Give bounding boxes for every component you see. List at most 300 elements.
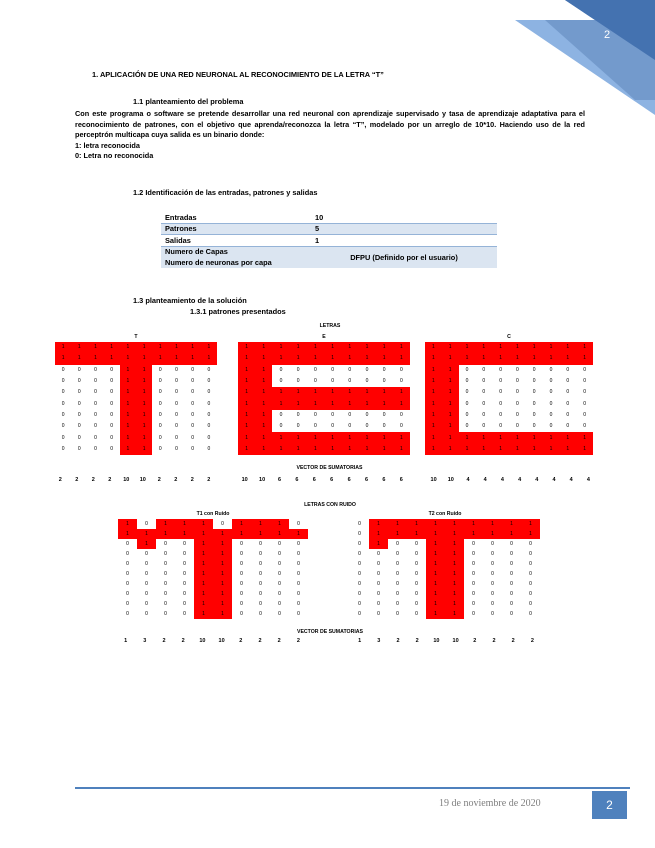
grid-cell: 0: [358, 600, 361, 607]
io-value: 10: [315, 212, 324, 222]
grid-cell: 1: [87, 353, 103, 364]
io-label: Patrones: [161, 223, 311, 235]
grid-cell: 1: [201, 353, 217, 364]
grid-cell: 1: [194, 579, 213, 589]
grid-cell: 1: [464, 529, 483, 539]
grid-cell: 1: [426, 609, 445, 619]
grid-cell: 0: [191, 366, 195, 373]
grid-cell: 0: [240, 590, 243, 597]
grid-cell: 1: [255, 353, 272, 364]
grid-cell: 0: [549, 423, 553, 430]
grid-cell: 1: [255, 444, 272, 455]
sum-value: 2: [415, 638, 419, 644]
grid-cell: 0: [126, 570, 129, 577]
grid-cell: 0: [472, 560, 475, 567]
sum-value: 10: [452, 638, 459, 644]
grid-cell: 1: [120, 399, 136, 410]
grid-cell: 0: [77, 445, 81, 452]
grid-cell: 0: [278, 540, 281, 547]
grid-cell: 1: [194, 529, 213, 539]
grid-cell: 1: [442, 399, 459, 410]
grid-cell: 1: [358, 353, 375, 364]
grid-cell: 0: [491, 550, 494, 557]
letter-grid-c: [425, 342, 593, 455]
grid-cell: 0: [396, 610, 399, 617]
grid-cell: 1: [232, 529, 251, 539]
grid-cell: 1: [213, 539, 232, 549]
sum-value: 2: [396, 638, 400, 644]
grid-cell: 0: [110, 378, 114, 385]
grid-cell: 0: [94, 423, 97, 430]
grid-cell: 1: [509, 432, 526, 443]
grid-cell: 0: [110, 400, 114, 407]
grid-cell: 1: [521, 529, 540, 539]
grid-cell: 1: [358, 387, 375, 398]
grid-cell: 1: [251, 519, 270, 529]
grid-cell: 0: [358, 590, 361, 597]
grid-cell: 0: [358, 530, 361, 537]
sum-value: 10: [259, 477, 266, 483]
grid-cell: 1: [543, 432, 560, 443]
grid-cell: 1: [120, 353, 136, 364]
grid-cell: 0: [358, 610, 361, 617]
grid-cell: 1: [521, 519, 540, 529]
grid-cell: 1: [426, 569, 445, 579]
grid-label: T: [134, 334, 138, 340]
grid-cell: 0: [175, 400, 178, 407]
grid-cell: 0: [529, 590, 532, 597]
grid-cell: 0: [278, 560, 281, 567]
grid-cell: 0: [516, 389, 519, 396]
io-label: Numero de Capas: [161, 246, 311, 257]
grid-cell: 0: [61, 434, 65, 441]
grid-cell: 0: [94, 378, 97, 385]
grid-cell: 0: [126, 590, 129, 597]
grid-cell: 0: [158, 389, 162, 396]
grid-cell: 1: [307, 399, 324, 410]
io-row: [161, 246, 497, 257]
grid-cell: 1: [238, 353, 255, 364]
grid-cell: 1: [393, 399, 410, 410]
grid-cell: 0: [365, 411, 369, 418]
grid-cell: 0: [207, 445, 211, 452]
corner-decoration: [505, 0, 655, 115]
grid-cell: 1: [376, 432, 393, 443]
grid-cell: 1: [576, 342, 593, 353]
grid-cell: 1: [492, 444, 509, 455]
grid-cell: 0: [175, 434, 178, 441]
grid-cell: 0: [77, 423, 81, 430]
grid-cell: 0: [145, 520, 148, 527]
grid-cell: 1: [576, 444, 593, 455]
grid-cell: 1: [201, 342, 217, 353]
grid-cell: 0: [529, 610, 532, 617]
grid-cell: 1: [358, 432, 375, 443]
grid-cell: 0: [465, 389, 469, 396]
grid-cell: 0: [472, 610, 475, 617]
sum-value: 2: [277, 638, 281, 644]
grid-cell: 0: [94, 434, 97, 441]
grid-label: T1 con Ruido: [196, 511, 230, 517]
grid-cell: 0: [297, 580, 300, 587]
grid-cell: 0: [278, 610, 281, 617]
grid-cell: 0: [566, 423, 570, 430]
grid-cell: 0: [566, 389, 570, 396]
grid-cell: 0: [482, 423, 486, 430]
grid-cell: 0: [377, 580, 380, 587]
grid-cell: 0: [583, 378, 586, 385]
grid-cell: 1: [137, 529, 156, 539]
grid-cell: 0: [396, 580, 399, 587]
grid-cell: 1: [238, 421, 255, 432]
sum-value: 10: [139, 477, 146, 483]
grid-cell: 0: [465, 378, 469, 385]
grid-cell: 1: [120, 342, 136, 353]
grid-cell: 1: [376, 353, 393, 364]
grid-cell: 1: [290, 399, 307, 410]
grid-cell: 1: [426, 519, 445, 529]
grid-cell: 0: [549, 411, 553, 418]
grid-cell: 0: [110, 366, 114, 373]
grid-cell: 0: [472, 580, 475, 587]
grid-cell: 1: [358, 399, 375, 410]
grid-cell: 0: [382, 423, 386, 430]
grid-cell: 1: [509, 353, 526, 364]
output-one-label: 1: letra reconocida: [75, 140, 140, 150]
grid-cell: 1: [118, 519, 137, 529]
grid-cell: 0: [61, 411, 65, 418]
grid-cell: 1: [120, 365, 136, 376]
grid-cell: 1: [290, 432, 307, 443]
grid-label: C: [507, 334, 511, 340]
grid-cell: 0: [191, 378, 195, 385]
grid-cell: 0: [529, 560, 532, 567]
grid-cell: 0: [61, 400, 65, 407]
grid-cell: 1: [341, 353, 358, 364]
grid-cell: 1: [272, 353, 289, 364]
grid-cell: 1: [445, 589, 464, 599]
grid-cell: 1: [358, 444, 375, 455]
grid-cell: 1: [543, 444, 560, 455]
grid-cell: 0: [365, 423, 369, 430]
grid-cell: 0: [94, 366, 97, 373]
grid-cell: 1: [445, 569, 464, 579]
grid-cell: 1: [559, 353, 576, 364]
grid-cell: 0: [472, 550, 475, 557]
grid-cell: 0: [259, 540, 262, 547]
grid-cell: 0: [415, 550, 418, 557]
grid-cell: 1: [388, 529, 407, 539]
grid-cell: 1: [407, 519, 426, 529]
grid-cell: 1: [442, 444, 459, 455]
grid-cell: 0: [365, 366, 369, 373]
grid-cell: 0: [465, 400, 469, 407]
grid-cell: 1: [136, 444, 152, 455]
grid-cell: 0: [382, 378, 386, 385]
grid-cell: 1: [324, 353, 341, 364]
grid-cell: 1: [255, 432, 272, 443]
grid-cell: 0: [365, 378, 369, 385]
grid-cell: 1: [376, 342, 393, 353]
grid-cell: 1: [393, 353, 410, 364]
grid-cell: 1: [251, 529, 270, 539]
grid-cell: 1: [255, 365, 272, 376]
grid-cell: 0: [126, 540, 129, 547]
grid-cell: 0: [377, 610, 380, 617]
grid-cell: 0: [183, 580, 186, 587]
grid-cell: 1: [425, 365, 442, 376]
grid-cell: 0: [472, 590, 475, 597]
grid-cell: 0: [61, 445, 65, 452]
sum-value: 4: [586, 477, 590, 483]
noisy-sum-vector-t1: [116, 638, 308, 644]
grid-cell: 1: [426, 549, 445, 559]
sum-value: 6: [330, 477, 334, 483]
grid-cell: 1: [118, 529, 137, 539]
grid-cell: 0: [532, 366, 536, 373]
grid-cell: 1: [175, 519, 194, 529]
grid-cell: 0: [164, 560, 167, 567]
grid-cell: 1: [445, 539, 464, 549]
grid-cell: 0: [382, 411, 386, 418]
grid-cell: 0: [191, 411, 195, 418]
sum-value: 10: [199, 638, 206, 644]
grid-cell: 0: [61, 389, 65, 396]
grid-cell: 1: [272, 399, 289, 410]
grid-cell: 1: [185, 342, 201, 353]
grid-cell: 0: [94, 445, 97, 452]
grid-cell: 0: [158, 366, 162, 373]
grid-cell: 0: [482, 366, 486, 373]
grid-cell: 0: [175, 423, 178, 430]
io-label: Entradas: [165, 212, 197, 222]
grid-cell: 1: [442, 410, 459, 421]
grid-cell: 0: [158, 423, 162, 430]
grid-cell: 0: [164, 550, 167, 557]
output-zero-label: 0: Letra no reconocida: [75, 151, 154, 160]
grid-cell: 1: [255, 342, 272, 353]
grid-cell: 0: [331, 411, 334, 418]
grid-cell: 0: [499, 423, 502, 430]
grid-cell: 1: [526, 432, 543, 443]
grid-cell: 1: [526, 342, 543, 353]
grid-cell: 0: [566, 400, 570, 407]
grid-cell: 0: [510, 540, 513, 547]
grid-cell: 1: [232, 519, 251, 529]
grid-cell: 0: [516, 400, 519, 407]
grid-cell: 0: [259, 580, 262, 587]
grid-cell: 1: [425, 410, 442, 421]
grid-cell: 1: [559, 432, 576, 443]
grid-cell: 0: [145, 600, 148, 607]
grid-cell: 0: [297, 610, 300, 617]
noisy-caption: LETRAS CON RUIDO: [304, 502, 356, 508]
grid-cell: 0: [348, 411, 352, 418]
grid-cell: 1: [152, 353, 168, 364]
problem-text: Con este programa o software se pretende desarrollar una red neuronal con aprendizaje supervisado y tasa de aprendizaje adaptativa para el reconocimiento de patrones, con el objetivo que aprenda/reconozca la letra “T”, modelado por un arreglo de 10*10. Haciendo uso de la red perceptrón multicapa cuya salida es un binario donde:: [75, 109, 585, 139]
grid-cell: 1: [425, 353, 442, 364]
noisy-grid-t2: [350, 519, 540, 619]
grid-cell: 0: [158, 378, 162, 385]
grid-cell: 0: [529, 580, 532, 587]
grid-cell: 0: [348, 366, 352, 373]
grid-cell: 0: [164, 590, 167, 597]
grid-cell: 1: [376, 399, 393, 410]
grid-cell: 1: [324, 432, 341, 443]
grid-cell: 0: [77, 389, 81, 396]
grid-cell: 1: [324, 387, 341, 398]
grid-cell: 0: [175, 445, 178, 452]
grid-cell: 0: [158, 434, 162, 441]
grid-cell: 1: [120, 410, 136, 421]
grid-cell: 0: [415, 610, 418, 617]
grid-cell: 0: [207, 389, 211, 396]
grid-cell: 0: [377, 590, 380, 597]
grid-cell: 0: [510, 550, 513, 557]
sum-value: 2: [473, 638, 477, 644]
grid-cell: 0: [314, 423, 317, 430]
grid-cell: 0: [207, 411, 211, 418]
grid-cell: 0: [175, 378, 178, 385]
grid-cell: 0: [516, 423, 519, 430]
grid-cell: 0: [400, 411, 403, 418]
grid-cell: 0: [126, 560, 129, 567]
grid-cell: 1: [445, 599, 464, 609]
grid-cell: 0: [516, 411, 519, 418]
grid-cell: 1: [168, 342, 184, 353]
grid-cell: 0: [278, 600, 281, 607]
grid-cell: 0: [465, 411, 469, 418]
grid-cell: 0: [499, 378, 502, 385]
grid-cell: 0: [183, 610, 186, 617]
grid-cell: 0: [175, 389, 178, 396]
grid-cell: 1: [213, 579, 232, 589]
sum-value: 2: [108, 477, 112, 483]
grid-cell: 1: [87, 342, 103, 353]
grid-cell: 0: [259, 600, 262, 607]
io-table: [161, 212, 497, 268]
grid-cell: 1: [376, 444, 393, 455]
grid-cell: 1: [393, 444, 410, 455]
grid-cell: 0: [415, 540, 418, 547]
grid-cell: 0: [529, 540, 532, 547]
grid-cell: 0: [358, 560, 361, 567]
grid-cell: 1: [445, 519, 464, 529]
grid-cell: 1: [445, 559, 464, 569]
grid-cell: 1: [136, 342, 152, 353]
grid-cell: 0: [415, 600, 418, 607]
grid-cell: 0: [400, 366, 403, 373]
header-page-number: 2: [604, 29, 611, 41]
grid-cell: 1: [502, 519, 521, 529]
grid-cell: 0: [110, 389, 114, 396]
grid-cell: 0: [532, 411, 536, 418]
grid-cell: 0: [465, 366, 469, 373]
grid-cell: 1: [213, 609, 232, 619]
grid-cell: 0: [510, 560, 513, 567]
grid-cell: 1: [376, 387, 393, 398]
grid-cell: 1: [272, 342, 289, 353]
grid-cell: 0: [472, 570, 475, 577]
grid-cell: 1: [194, 589, 213, 599]
grid-cell: 1: [445, 549, 464, 559]
grid-cell: 0: [110, 411, 114, 418]
grid-cell: 1: [425, 432, 442, 443]
grid-cell: 1: [341, 342, 358, 353]
grid-cell: 0: [331, 366, 334, 373]
grid-cell: 0: [465, 423, 469, 430]
grid-cell: 0: [516, 366, 519, 373]
grid-cell: 0: [415, 570, 418, 577]
grid-cell: 1: [393, 342, 410, 353]
grid-cell: 0: [77, 400, 81, 407]
section-1-2-title: 1.2 Identificación de las entradas, patrones y salidas: [133, 188, 318, 197]
grid-cell: 0: [164, 600, 167, 607]
grid-cell: 0: [415, 580, 418, 587]
grid-cell: 0: [532, 423, 536, 430]
grid-cell: 0: [279, 378, 283, 385]
grid-cell: 0: [510, 590, 513, 597]
grid-cell: 1: [136, 353, 152, 364]
grid-cell: 0: [126, 580, 129, 587]
grid-cell: 1: [194, 559, 213, 569]
grid-cell: 1: [290, 353, 307, 364]
grid-cell: 0: [358, 550, 361, 557]
sum-value: 4: [500, 477, 504, 483]
sum-value: 10: [218, 638, 225, 644]
grid-cell: 0: [158, 411, 162, 418]
grid-cell: 0: [314, 411, 317, 418]
grid-cell: 0: [259, 550, 262, 557]
grid-cell: 1: [213, 549, 232, 559]
grid-cell: 0: [126, 550, 129, 557]
grid-cell: 1: [509, 342, 526, 353]
grid-cell: 0: [491, 590, 494, 597]
io-value: 1: [311, 235, 497, 247]
sum-value: 1: [124, 638, 128, 644]
grid-cell: 1: [442, 365, 459, 376]
grid-cell: 1: [289, 529, 308, 539]
grid-cell: 1: [492, 432, 509, 443]
grid-cell: 1: [175, 529, 194, 539]
grid-cell: 0: [296, 378, 300, 385]
grid-cell: 0: [240, 540, 243, 547]
sum-value: 2: [181, 638, 185, 644]
grid-cell: 1: [270, 529, 289, 539]
grid-cell: 1: [341, 444, 358, 455]
grid-cell: 0: [491, 570, 494, 577]
grid-cell: 0: [482, 400, 486, 407]
grid-cell: 0: [400, 423, 403, 430]
grid-cell: 1: [388, 519, 407, 529]
grid-cell: 1: [307, 432, 324, 443]
sum-value: 6: [312, 477, 316, 483]
sum-value: 6: [295, 477, 299, 483]
io-row: [161, 235, 497, 247]
grid-cell: 0: [472, 540, 475, 547]
grid-cell: 1: [194, 519, 213, 529]
sum-value: 2: [207, 477, 211, 483]
grid-cell: 0: [583, 423, 586, 430]
grid-cell: 1: [425, 421, 442, 432]
grid-cell: 1: [156, 519, 175, 529]
grid-cell: 1: [290, 444, 307, 455]
grid-cell: 0: [549, 389, 553, 396]
grid-cell: 1: [475, 444, 492, 455]
grid-cell: 1: [526, 444, 543, 455]
grid-cell: 1: [120, 444, 136, 455]
grid-cell: 0: [240, 610, 243, 617]
